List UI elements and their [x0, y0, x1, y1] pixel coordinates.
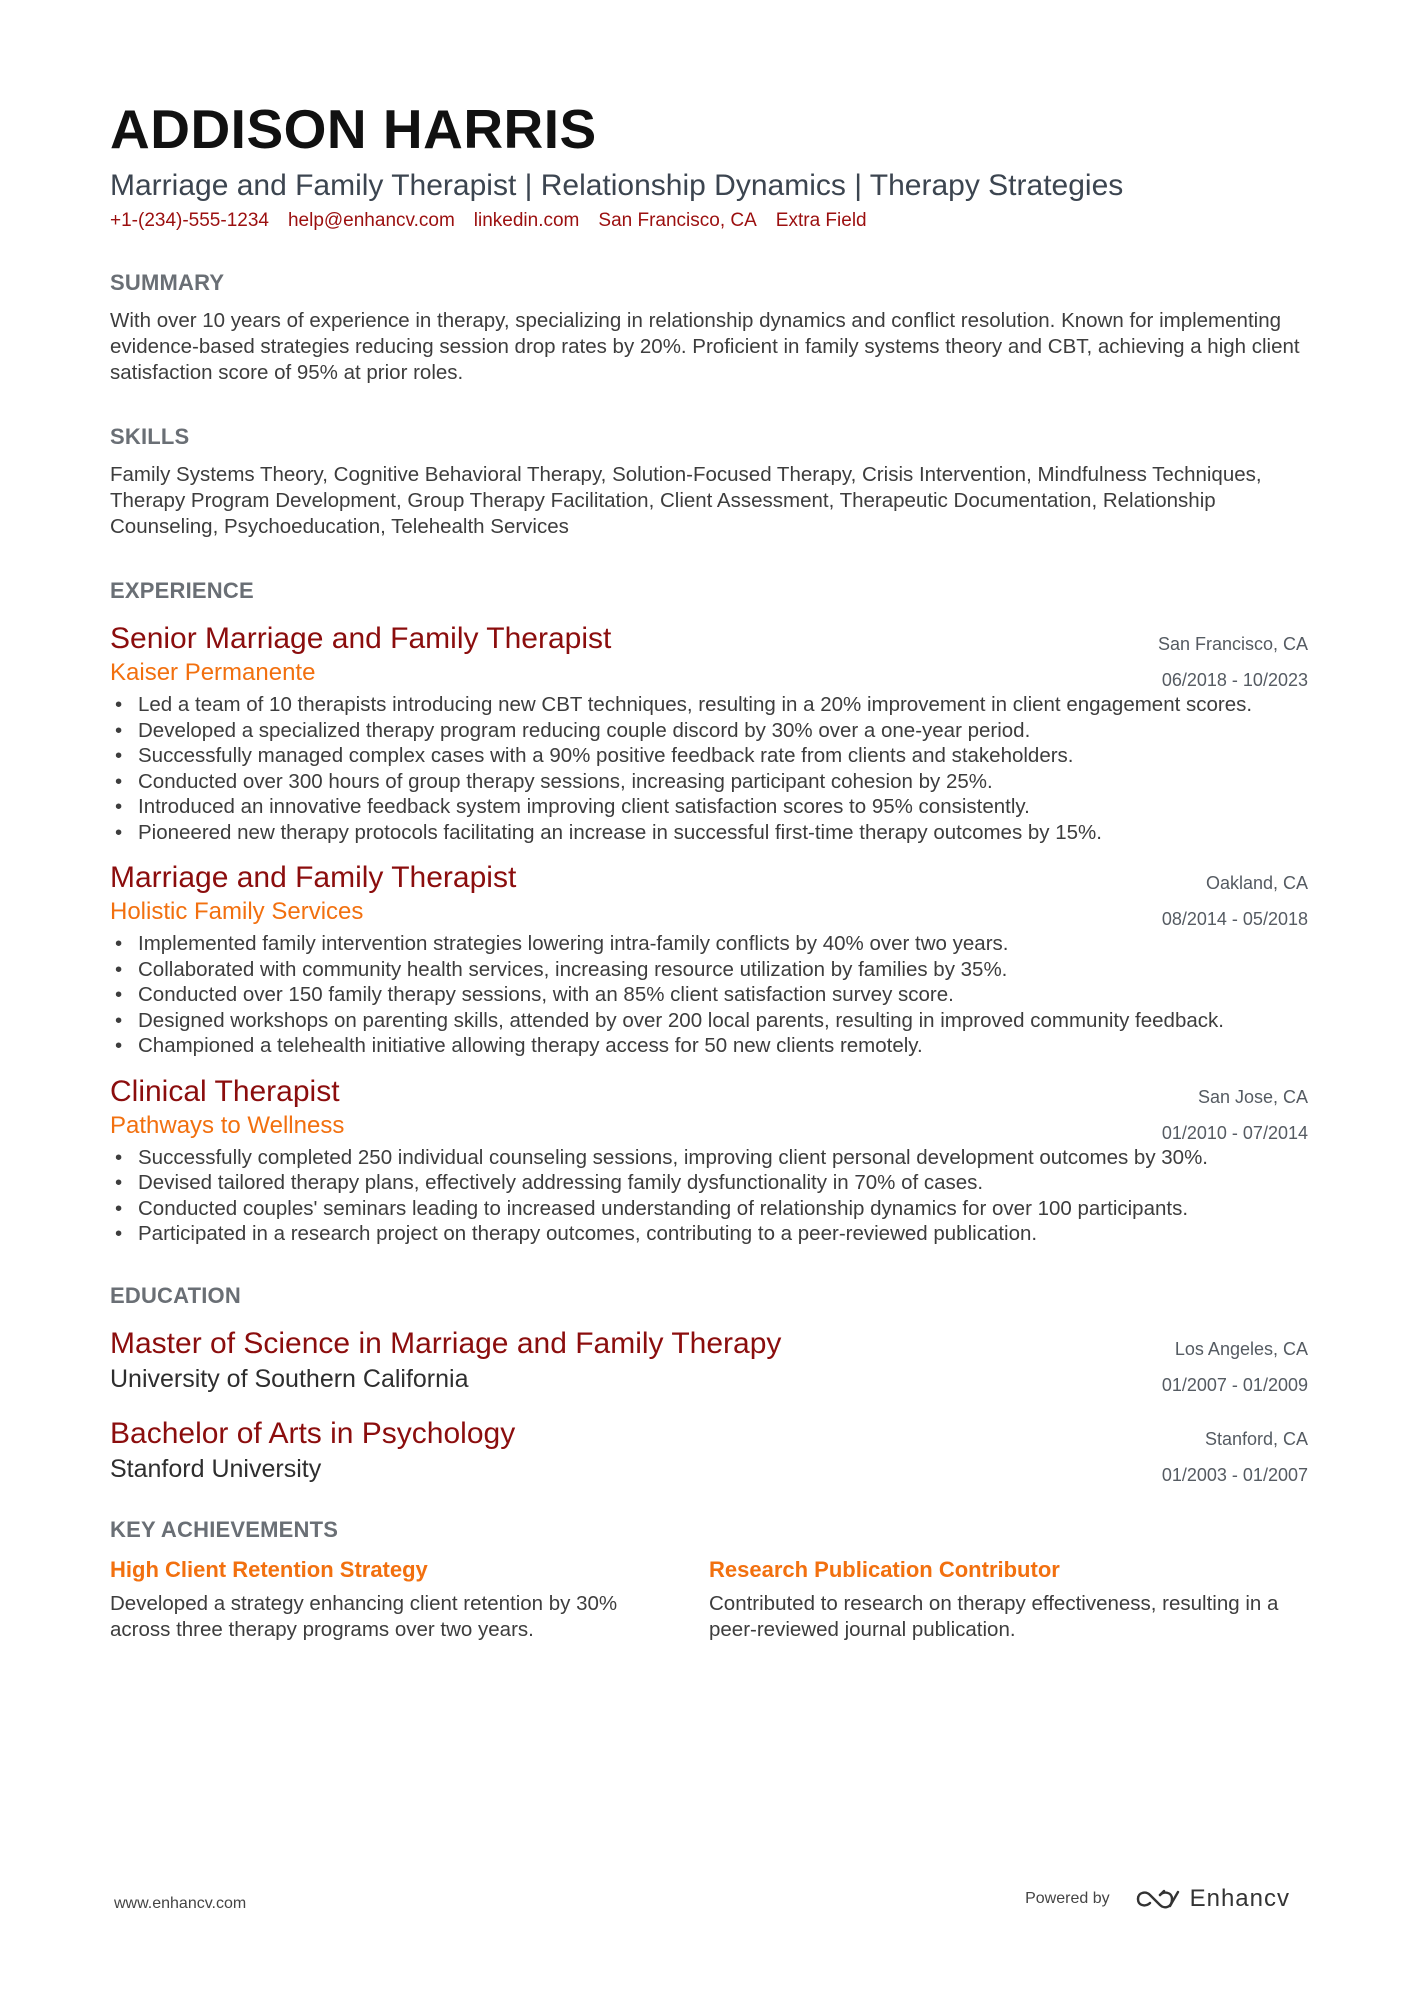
- summary-text: With over 10 years of experience in therapy, specializing in relationship dynamics and conflict resolution. Known for implementing evidence-based strategies reducing session drop rates by 20%. Proficient in family systems theory and CBT, achieving a high client satisfaction score of 95% at prior roles.: [110, 309, 1300, 384]
- section-title: SUMMARY: [110, 270, 225, 295]
- bullet-item: • Championed a telehealth initiative allowing therapy access for 50 new clients remotely.: [110, 1033, 1308, 1059]
- footer-website[interactable]: www.enhancv.com: [114, 1895, 247, 1912]
- job-title: Senior Marriage and Family Therapist: [110, 622, 612, 655]
- skills-text: Family Systems Theory, Cognitive Behavioral Therapy, Solution-Focused Therapy, Crisis Intervention, Mindfulness Techniques, Therapy Program Development, Group Therapy Facilitation, Client Assessment, Therapeutic Documentation, Relationship Counseling, Psychoeducation, Telehealth Services: [110, 463, 1262, 538]
- skills-section: [110, 422, 1308, 540]
- bullet-item: • Designed workshops on parenting skills, attended by over 200 local parents, resulting in improved community feedback.: [110, 1008, 1308, 1034]
- degree-title: Bachelor of Arts in Psychology: [110, 1416, 516, 1450]
- achievement-description: Contributed to research on therapy effectiveness, resulting in a peer-reviewed journal publication.: [709, 1591, 1279, 1641]
- achievement-item: [709, 1555, 1308, 1643]
- bullet-item: • Successfully completed 250 individual counseling sessions, improving client personal development outcomes by 30%.: [110, 1145, 1308, 1171]
- bullet-item: • Collaborated with community health services, increasing resource utilization by families by 35%.: [110, 957, 1308, 983]
- degree-title: Master of Science in Marriage and Family Therapy: [110, 1326, 782, 1360]
- job-dates: 06/2018 - 10/2023: [1161, 670, 1308, 690]
- job-location: Oakland, CA: [1205, 873, 1308, 893]
- achievements-grid: [110, 1555, 1308, 1643]
- contact-phone[interactable]: +1-(234)-555-1234: [110, 210, 269, 231]
- job-bullets: [110, 692, 1308, 845]
- education-dates: 01/2003 - 01/2007: [1161, 1464, 1308, 1485]
- education-entry: [110, 1325, 1308, 1395]
- section-title: KEY ACHIEVEMENTS: [110, 1516, 339, 1542]
- education-meta: [1162, 1421, 1308, 1493]
- footer-branding: [1025, 1884, 1290, 1914]
- powered-by-label: Powered by: [1025, 1890, 1110, 1907]
- contact-email[interactable]: help@enhancv.com: [287, 210, 455, 231]
- job-dates: 08/2014 - 05/2018: [1161, 909, 1308, 929]
- job-location: San Francisco, CA: [1157, 634, 1308, 654]
- brand-name: Enhancv: [1189, 1885, 1290, 1912]
- job-meta: [1162, 1079, 1308, 1151]
- candidate-name: ADDISON HARRIS: [110, 98, 597, 160]
- company-name: Pathways to Wellness: [110, 1111, 345, 1139]
- company-name: Holistic Family Services: [110, 898, 364, 925]
- job-title: Marriage and Family Therapist: [110, 861, 517, 894]
- achievement-description: Developed a strategy enhancing client retention by 30% across three therapy programs over two years.: [110, 1591, 618, 1641]
- education-meta: [1162, 1331, 1308, 1403]
- job-meta: [1158, 626, 1308, 698]
- summary-section: [110, 268, 1308, 386]
- contact-location: San Francisco, CA: [598, 210, 757, 231]
- section-title: EXPERIENCE: [110, 578, 254, 603]
- resume-content: [110, 92, 1308, 1643]
- education-location: Los Angeles, CA: [1174, 1338, 1308, 1359]
- resume-header: [110, 92, 1308, 234]
- bullet-item: • Conducted couples' seminars leading to increased understanding of relationship dynamics for over 100 participants.: [110, 1196, 1308, 1222]
- education-entry: [110, 1415, 1308, 1485]
- achievement-item: [110, 1555, 709, 1643]
- education-dates: 01/2007 - 01/2009: [1161, 1374, 1308, 1395]
- brand-logo[interactable]: [1134, 1884, 1290, 1914]
- experience-section: [110, 576, 1308, 1247]
- job-title: Clinical Therapist: [110, 1074, 340, 1108]
- contact-list: [110, 208, 1308, 234]
- school-name: Stanford University: [110, 1454, 322, 1483]
- job-entry: [110, 620, 1308, 845]
- education-section: [110, 1281, 1308, 1485]
- achievement-title: Research Publication Contributor: [709, 1556, 1060, 1582]
- education-location: Stanford, CA: [1204, 1428, 1308, 1449]
- bullet-item: • Conducted over 300 hours of group therapy sessions, increasing participant cohesion by 25%.: [110, 769, 1308, 795]
- job-entry: [110, 1073, 1308, 1247]
- candidate-headline: Marriage and Family Therapist | Relationship Dynamics | Therapy Strategies: [110, 169, 1124, 202]
- contact-extra-field: Extra Field: [775, 210, 867, 231]
- enhancv-logo-icon: [1134, 1886, 1180, 1912]
- bullet-item: • Implemented family intervention strategies lowering intra-family conflicts by 40% over two years.: [110, 931, 1308, 957]
- achievements-section: [110, 1515, 1308, 1643]
- bullet-item: • Successfully managed complex cases with a 90% positive feedback rate from clients and stakeholders.: [110, 743, 1308, 769]
- job-meta: [1162, 865, 1308, 937]
- job-bullets: [110, 931, 1308, 1059]
- company-name: Kaiser Permanente: [110, 659, 316, 686]
- bullet-item: • Conducted over 150 family therapy sessions, with an 85% client satisfaction survey score.: [110, 982, 1308, 1008]
- bullet-item: • Developed a specialized therapy program reducing couple discord by 30% over a one-year period.: [110, 718, 1308, 744]
- section-title: SKILLS: [110, 424, 190, 449]
- job-bullets: [110, 1145, 1308, 1247]
- job-location: San Jose, CA: [1197, 1086, 1308, 1107]
- contact-linkedin[interactable]: linkedin.com: [473, 210, 580, 231]
- bullet-item: • Pioneered new therapy protocols facilitating an increase in successful first-time therapy outcomes by 15%.: [110, 820, 1308, 846]
- job-dates: 01/2010 - 07/2014: [1161, 1122, 1308, 1143]
- job-entry: [110, 859, 1308, 1059]
- bullet-item: • Participated in a research project on therapy outcomes, contributing to a peer-reviewed publication.: [110, 1221, 1308, 1247]
- achievement-title: High Client Retention Strategy: [110, 1556, 428, 1582]
- bullet-item: • Introduced an innovative feedback system improving client satisfaction scores to 95% consistently.: [110, 794, 1308, 820]
- bullet-item: • Led a team of 10 therapists introducing new CBT techniques, resulting in a 20% improvement in client engagement scores.: [110, 692, 1308, 718]
- school-name: University of Southern California: [110, 1364, 469, 1393]
- section-title: EDUCATION: [110, 1282, 241, 1308]
- bullet-item: • Devised tailored therapy plans, effectively addressing family dysfunctionality in 70% of cases.: [110, 1170, 1308, 1196]
